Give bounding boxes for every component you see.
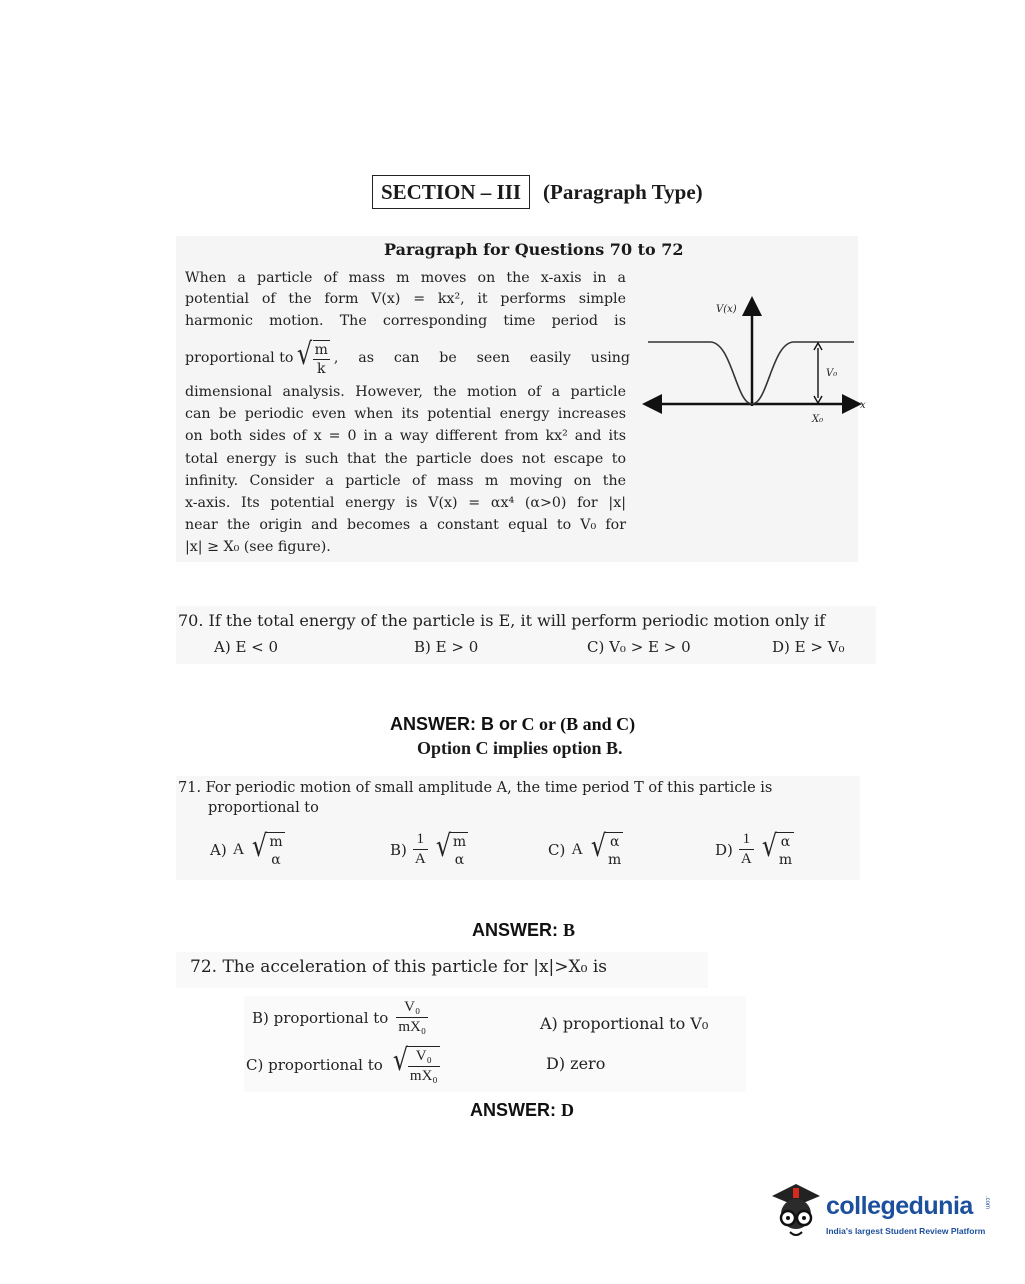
option-sqrt: √ α m xyxy=(590,829,622,868)
q71-option-a xyxy=(210,829,285,868)
paragraph-line: |x| ≥ X₀ (see figure). xyxy=(185,539,331,555)
section-subtitle: (Paragraph Type) xyxy=(543,180,703,204)
paragraph-line: near the origin and becomes a constant equal to V₀ for xyxy=(185,517,626,533)
coef-denominator: A xyxy=(414,851,426,867)
paragraph-text: proportional to xyxy=(185,350,294,366)
sqrt-denominator: k xyxy=(313,359,330,376)
q72-option-a: A) proportional to V₀ xyxy=(540,1014,709,1033)
paragraph-line: x-axis. Its potential energy is V(x) = αx⁴ (α>0) for |x| xyxy=(185,495,626,511)
paragraph-line: on both sides of x = 0 in a way different from kx² and its xyxy=(185,428,626,444)
coef-numerator: 1 xyxy=(416,831,425,847)
sqrt-numerator: α xyxy=(780,834,791,850)
q71-answer xyxy=(472,920,575,941)
logo-wordmark: collegedunia xyxy=(826,1192,973,1220)
q70-option-a: A) E < 0 xyxy=(214,638,279,656)
q72-text: 72. The acceleration of this particle for |x|>X₀ is xyxy=(190,957,607,977)
paragraph-line: total energy is such that the particle does not escape to xyxy=(185,451,626,467)
q71-text-line1: 71. For periodic motion of small amplitude A, the time period T of this particle is xyxy=(178,780,773,796)
option-text: C) proportional to xyxy=(246,1056,383,1074)
paragraph-line: potential of the form V(x) = kx², it performs simple xyxy=(185,291,626,307)
answer-label: ANSWER: B or xyxy=(390,714,517,734)
potential-graph xyxy=(640,292,870,432)
x0-label: X₀ xyxy=(812,414,824,425)
sqrt-denominator: m xyxy=(778,852,793,868)
sqrt-numerator: m xyxy=(452,834,467,850)
section-title: SECTION – III xyxy=(381,180,522,204)
q71-option-c xyxy=(548,829,623,868)
q71-option-b xyxy=(390,829,468,868)
answer-value: D xyxy=(561,1100,575,1120)
paragraph-line: When a particle of mass m moves on the x-axis in a xyxy=(185,270,626,286)
q72-option-b xyxy=(252,1000,428,1035)
sqrt-m-over-k: √ $\frac{m}{k}$ xyxy=(297,337,328,377)
q70-answer xyxy=(390,714,635,735)
q71-text-line2: proportional to xyxy=(208,800,319,816)
paragraph-text: , as can be seen easily using xyxy=(333,350,630,366)
coef-numerator: 1 xyxy=(742,831,751,847)
v0-label: V₀ xyxy=(826,368,838,379)
paragraph-line-sqrt xyxy=(185,337,630,377)
answer-value: B xyxy=(563,920,576,940)
sqrt-numerator: α xyxy=(609,834,620,850)
logo-tagline: India's largest Student Review Platform xyxy=(826,1226,986,1236)
option-label: A) xyxy=(210,840,227,859)
paragraph-line: dimensional analysis. However, the motion of a particle xyxy=(185,384,626,400)
x-axis-label: x xyxy=(860,400,866,411)
paragraph-line: infinity. Consider a particle of mass m moving on the xyxy=(185,473,626,489)
sqrt-numerator: m xyxy=(314,342,328,358)
q70-text: 70. If the total energy of the particle is E, it will perform periodic motion only if xyxy=(178,611,826,630)
q70-note: Option C implies option B. xyxy=(417,738,623,758)
answer-label: ANSWER: xyxy=(472,920,558,940)
option-sqrt: √ α m xyxy=(761,829,793,868)
option-label: B) xyxy=(390,840,407,859)
logo-suffix: .com xyxy=(984,1196,990,1210)
option-label: C) xyxy=(548,840,566,859)
paragraph-line: harmonic motion. The corresponding time period is xyxy=(185,313,626,329)
sqrt-denominator: mX₀ xyxy=(409,1068,438,1084)
sqrt-denominator: α xyxy=(454,852,465,868)
sqrt-denominator: α xyxy=(271,852,281,868)
sqrt-numerator: V₀ xyxy=(415,1048,432,1064)
option-coef: A xyxy=(232,840,245,858)
q70-option-c: C) V₀ > E > 0 xyxy=(587,638,691,656)
q72-answer xyxy=(470,1100,574,1121)
q72-option-d: D) zero xyxy=(546,1054,606,1073)
answer-value: C or (B and C) xyxy=(517,714,636,734)
mascot-icon xyxy=(766,1178,824,1242)
q72-option-c: C) proportional to √ $\frac{\text{V₀}}{\text{mX₀}}$ xyxy=(246,1043,438,1084)
collegedunia-logo[interactable] xyxy=(766,1176,990,1246)
option-coef: A xyxy=(571,840,583,858)
frac-numerator: V₀ xyxy=(404,999,421,1015)
sqrt-numerator: m xyxy=(269,834,283,850)
q71-option-d xyxy=(715,829,794,868)
q70-option-b: B) E > 0 xyxy=(414,638,479,656)
option-sqrt: √ m α xyxy=(435,829,467,868)
option-label: D) xyxy=(715,840,733,859)
paragraph-title: Paragraph for Questions 70 to 72 xyxy=(384,240,684,259)
paragraph-line: can be periodic even when its potential energy increases xyxy=(185,406,626,422)
section-title-box xyxy=(372,175,530,209)
coef-denominator: A xyxy=(740,851,752,867)
option-text: B) proportional to xyxy=(252,1008,389,1027)
y-axis-label: V(x) xyxy=(716,304,737,315)
frac-denominator: mX₀ xyxy=(398,1019,427,1035)
q70-option-d: D) E > V₀ xyxy=(772,638,845,656)
answer-label: ANSWER: xyxy=(470,1100,556,1120)
option-sqrt: √ m α xyxy=(252,829,283,868)
sqrt-denominator: m xyxy=(608,852,622,868)
